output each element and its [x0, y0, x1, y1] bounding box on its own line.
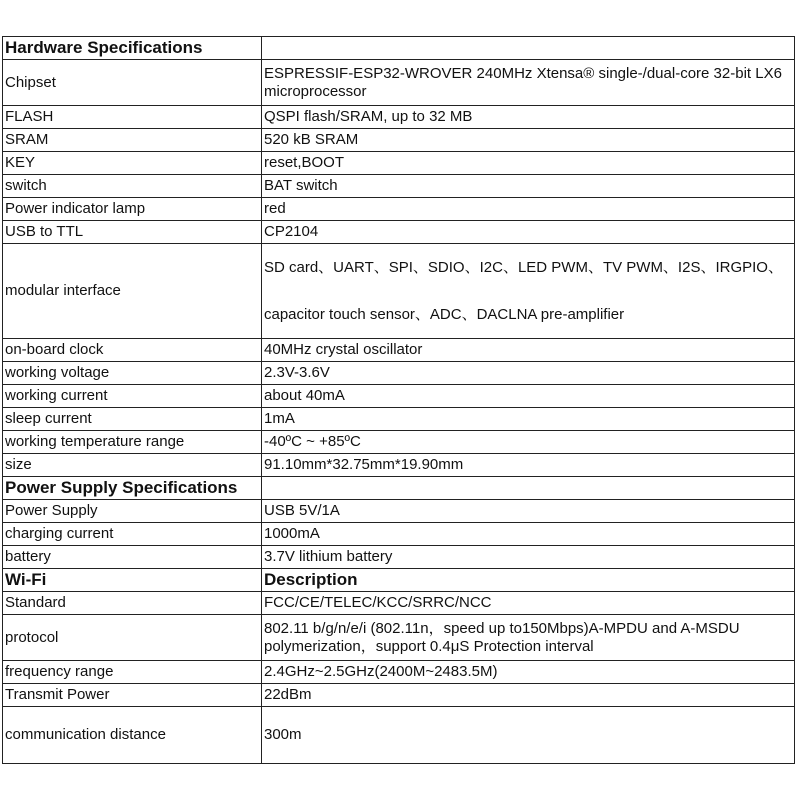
table-row: [3, 244, 795, 339]
wifi-description-heading: Description: [262, 569, 795, 592]
row-label: frequency range: [3, 661, 262, 684]
interface-line-2: capacitor touch sensor、ADC、DACLNA pre-amplifier: [264, 305, 625, 323]
row-label: working voltage: [3, 362, 262, 385]
wifi-header-row: [3, 569, 795, 592]
row-label: communication distance: [3, 707, 262, 764]
row-label: Power Supply: [3, 500, 262, 523]
table-row: [3, 523, 795, 546]
row-label: Power indicator lamp: [3, 198, 262, 221]
row-label: KEY: [3, 152, 262, 175]
row-value: [262, 244, 795, 339]
table-row: [3, 152, 795, 175]
power-heading: Power Supply Specifications: [3, 477, 262, 500]
row-value: reset,BOOT: [262, 152, 795, 175]
row-value: ESPRESSIF-ESP32-WROVER 240MHz Xtensa® single-/dual-core 32-bit LX6 microprocessor: [262, 60, 795, 106]
row-value: QSPI flash/SRAM, up to 32 MB: [262, 106, 795, 129]
table-row: [3, 500, 795, 523]
wifi-heading: Wi-Fi: [3, 569, 262, 592]
row-label: working temperature range: [3, 431, 262, 454]
row-label: battery: [3, 546, 262, 569]
row-label: protocol: [3, 615, 262, 661]
table-row: [3, 546, 795, 569]
row-value: CP2104: [262, 221, 795, 244]
row-value: 91.10mm*32.75mm*19.90mm: [262, 454, 795, 477]
table-row: [3, 60, 795, 106]
row-value: 2.4GHz~2.5GHz(2400M~2483.5M): [262, 661, 795, 684]
hardware-heading: Hardware Specifications: [3, 37, 262, 60]
row-value: 1000mA: [262, 523, 795, 546]
table-row: [3, 615, 795, 661]
row-label: FLASH: [3, 106, 262, 129]
row-value: 1mA: [262, 408, 795, 431]
table-row: [3, 385, 795, 408]
table-row: [3, 661, 795, 684]
row-label: size: [3, 454, 262, 477]
row-value: FCC/CE/TELEC/KCC/SRRC/NCC: [262, 592, 795, 615]
row-value: 802.11 b/g/n/e/i (802.11n，speed up to150Mbps)A-MPDU and A-MSDU polymerization，support 0.4μS Protection interval: [262, 615, 795, 661]
row-label: on-board clock: [3, 339, 262, 362]
row-label: USB to TTL: [3, 221, 262, 244]
table-row: [3, 106, 795, 129]
row-label: charging current: [3, 523, 262, 546]
row-value: 40MHz crystal oscillator: [262, 339, 795, 362]
row-label: SRAM: [3, 129, 262, 152]
hardware-heading-blank: [262, 37, 795, 60]
table-row: [3, 221, 795, 244]
table-row: [3, 592, 795, 615]
table-row: [3, 198, 795, 221]
row-label: switch: [3, 175, 262, 198]
row-label: working current: [3, 385, 262, 408]
hardware-header-row: [3, 37, 795, 60]
specifications-table: [2, 36, 795, 764]
row-value: 22dBm: [262, 684, 795, 707]
row-value: red: [262, 198, 795, 221]
row-value: 520 kB SRAM: [262, 129, 795, 152]
table-row: [3, 431, 795, 454]
power-header-row: [3, 477, 795, 500]
table-row: [3, 684, 795, 707]
row-value: 300m: [262, 707, 795, 764]
row-label: modular interface: [3, 244, 262, 339]
table-row: [3, 339, 795, 362]
interface-line-gap: [264, 277, 792, 306]
table-row: [3, 129, 795, 152]
row-value: about 40mA: [262, 385, 795, 408]
power-heading-blank: [262, 477, 795, 500]
table-row: [3, 454, 795, 477]
row-value: 2.3V-3.6V: [262, 362, 795, 385]
row-value: 3.7V lithium battery: [262, 546, 795, 569]
row-label: Transmit Power: [3, 684, 262, 707]
interface-line-1: SD card、UART、SPI、SDIO、I2C、LED PWM、TV PWM、I2S、IRGPIO、: [264, 258, 783, 276]
row-value: -40ºC ~ +85ºC: [262, 431, 795, 454]
table-row: [3, 707, 795, 764]
table-row: [3, 175, 795, 198]
table-row: [3, 408, 795, 431]
row-value: BAT switch: [262, 175, 795, 198]
row-value: USB 5V/1A: [262, 500, 795, 523]
table-row: [3, 362, 795, 385]
row-label: Chipset: [3, 60, 262, 106]
row-label: sleep current: [3, 408, 262, 431]
row-label: Standard: [3, 592, 262, 615]
